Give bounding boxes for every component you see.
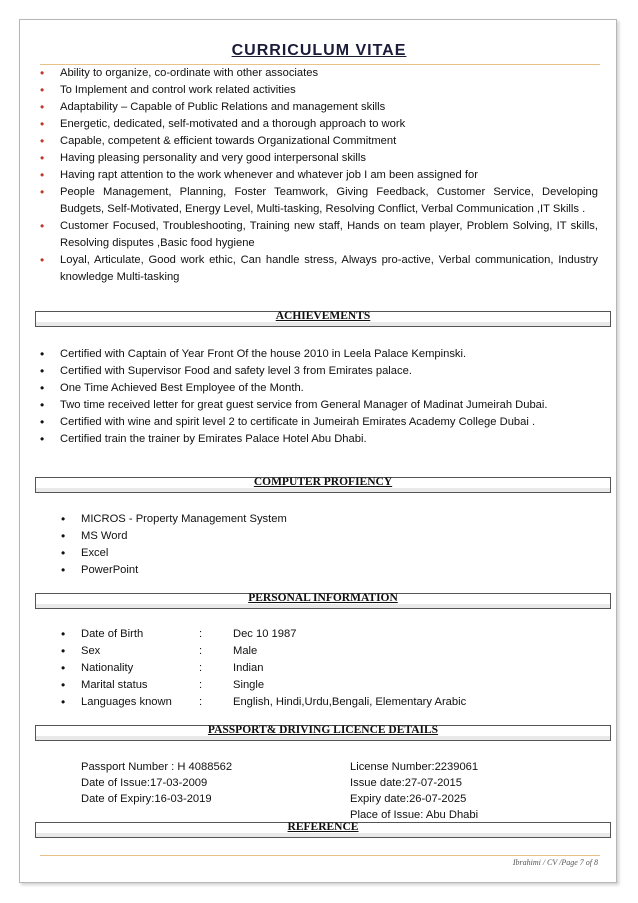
- list-item: • One Time Achieved Best Employee of the Month.: [40, 381, 304, 395]
- bullet-icon: •: [40, 364, 45, 378]
- bullet-icon: •: [40, 219, 45, 233]
- list-item: • Ability to organize, co-ordinate with other associates: [40, 66, 319, 80]
- skills-list: [40, 65, 598, 286]
- list-item: • Adaptability – Capable of Public Relations and management skills: [40, 100, 386, 114]
- list-item: • Two time received letter for great guest service from General Manager of Madinat Jumeirah Dubai.: [40, 398, 548, 412]
- list-item: • Customer Focused, Troubleshooting, Training new staff, Hands on team player, Problem Solving, IT skills, Resolving disputes ,Basic food hygiene: [40, 219, 598, 249]
- personal-info-row: • Languages known : English, Hindi,Urdu,Bengali, Elementary Arabic: [61, 695, 467, 709]
- personal-info-row: • Sex : Male: [61, 644, 258, 658]
- list-item: • MICROS - Property Management System: [61, 512, 287, 526]
- list-item: • Having pleasing personality and very good interpersonal skills: [40, 151, 366, 165]
- personal-info-row: • Marital status : Single: [61, 678, 265, 692]
- computer-list: [61, 511, 581, 579]
- section-heading: PERSONAL INFORMATION: [248, 592, 398, 604]
- section-passport-licence: [35, 725, 611, 741]
- licence-place-of-issue: Place of Issue: Abu Dhabi: [350, 809, 479, 821]
- bullet-icon: •: [61, 546, 66, 560]
- bullet-icon: •: [40, 66, 45, 80]
- bullet-icon: •: [40, 253, 45, 267]
- section-heading: REFERENCE: [287, 821, 359, 833]
- bullet-icon: •: [61, 529, 66, 543]
- bullet-icon: •: [40, 151, 45, 165]
- bullet-icon: •: [61, 512, 66, 526]
- list-item: • Capable, competent & efficient towards Organizational Commitment: [40, 134, 397, 148]
- bullet-icon: •: [61, 661, 66, 675]
- bullet-icon: •: [61, 695, 66, 709]
- page-title: CURRICULUM VITAE: [231, 42, 407, 59]
- bullet-icon: •: [40, 100, 45, 114]
- bullet-icon: •: [40, 168, 45, 182]
- list-item: • PowerPoint: [61, 563, 139, 577]
- bullet-icon: •: [40, 185, 45, 199]
- bullet-icon: •: [40, 134, 45, 148]
- section-achievements: [35, 311, 611, 327]
- section-heading: ACHIEVEMENTS: [275, 310, 371, 322]
- bullet-icon: •: [61, 563, 66, 577]
- list-item: • To Implement and control work related activities: [40, 83, 296, 97]
- list-item: • Certified with wine and spirit level 2 to certificate in Jumeirah Emirates Academy College Dubai .: [40, 415, 536, 429]
- licence-details: [350, 759, 478, 823]
- list-item: • Certified train the trainer by Emirates Palace Hotel Abu Dhabi.: [40, 432, 367, 446]
- list-item: • Certified with Supervisor Food and safety level 3 from Emirates palace.: [40, 364, 412, 378]
- bullet-icon: •: [61, 644, 66, 658]
- passport-expiry-date: Date of Expiry:16-03-2019: [81, 793, 212, 805]
- bullet-icon: •: [40, 432, 45, 446]
- bullet-icon: •: [40, 415, 45, 429]
- bullet-icon: •: [40, 381, 45, 395]
- personal-info-row: • Date of Birth : Dec 10 1987: [61, 627, 297, 641]
- personal-info-row: • Nationality : Indian: [61, 661, 264, 675]
- list-item: • MS Word: [61, 529, 128, 543]
- list-item: • Certified with Captain of Year Front Of the house 2010 in Leela Palace Kempinski.: [40, 347, 467, 361]
- bullet-icon: •: [40, 347, 45, 361]
- page-footer: Ibrahimi / CV /Page 7 of 8: [512, 858, 598, 867]
- bullet-icon: •: [40, 117, 45, 131]
- passport-details: [81, 759, 232, 807]
- section-computer-proficiency: [35, 477, 611, 493]
- licence-expiry-date: Expiry date:26-07-2025: [350, 793, 467, 805]
- section-personal-information: [35, 593, 611, 609]
- bullet-icon: •: [61, 627, 66, 641]
- list-item: • People Management, Planning, Foster Teamwork, Giving Feedback, Customer Service, Developing Budgets, Self-Motivated, Energy Level, Multi-tasking, Resolving Conflict, Verbal Communication ,IT Skills .: [40, 185, 598, 215]
- passport-issue-date: Date of Issue:17-03-2009: [81, 777, 208, 789]
- list-item: • Having rapt attention to the work whenever and whatever job I am been assigned for: [40, 168, 478, 182]
- bullet-icon: •: [61, 678, 66, 692]
- footer-divider: [40, 855, 600, 856]
- licence-number: License Number:2239061: [350, 761, 479, 773]
- section-heading: COMPUTER PROFIENCY: [253, 476, 393, 488]
- bullet-icon: •: [40, 83, 45, 97]
- achievements-list: [40, 346, 600, 448]
- section-reference: [35, 822, 611, 838]
- passport-number: Passport Number : H 4088562: [81, 761, 233, 773]
- personal-info-list: [61, 626, 581, 711]
- section-heading: PASSPORT& DRIVING LICENCE DETAILS: [207, 724, 439, 736]
- licence-issue-date: Issue date:27-07-2015: [350, 777, 462, 789]
- list-item: • Excel: [61, 546, 109, 560]
- list-item: • Loyal, Articulate, Good work ethic, Can handle stress, Always pro-active, Verbal communication, Industry knowledge Multi-tasking: [40, 253, 598, 283]
- bullet-icon: •: [40, 398, 45, 412]
- list-item: • Energetic, dedicated, self-motivated and a thorough approach to work: [40, 117, 406, 131]
